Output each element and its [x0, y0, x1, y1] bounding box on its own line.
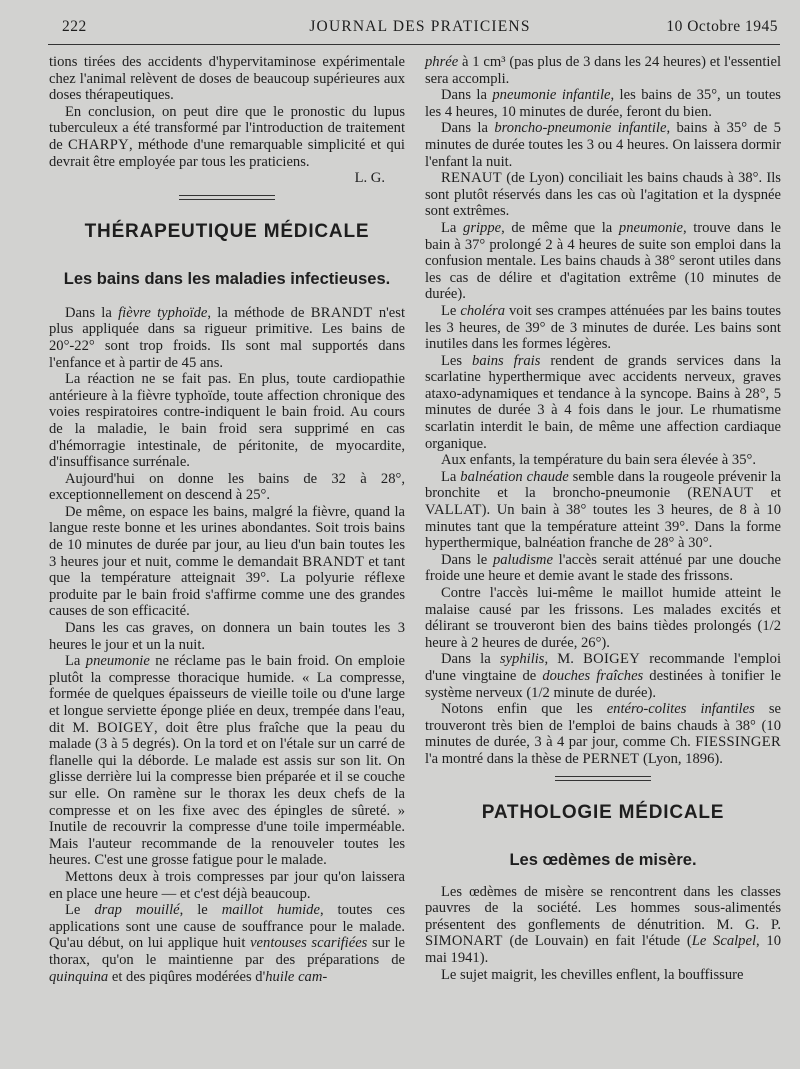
right-column: [425, 54, 781, 983]
section-separator: [555, 774, 651, 784]
intro-text-a: En conclusion, on peut dire que le pronostic du lupus tuberculeux a été transformé par l'introduction de traitement de: [49, 103, 405, 153]
body-paragraph: Les œdèmes de misère se rencontrent dans les classes pauvres de la société. Les hommes sous-alimentés présentent des gonflements de dénutrition. M. G. P. SIMONART (de Louvain) en fait l'étude (Le Scalpel, 10 mai 1941).: [425, 883, 782, 966]
name-boigey: BOIGEY: [583, 651, 641, 668]
name-fiessinger: FIESSINGER: [695, 734, 781, 751]
body-paragraph: Dans les cas graves, on donnera un bain toutes les 3 heures le jour et un la nuit.: [49, 620, 405, 653]
body-paragraph: De même, on espace les bains, malgré la fièvre, quand la langue reste bonne et les urines abondantes. Soit trois bains de 10 minutes de durée par jour, au lieu d'un bain toutes les 3 heures jour et nuit, comme le demandait BRANDT et tant que la température atteignait 39°. La polyurie réflexe produite par le bain froid s'affirme comme une des grandes causes de son efficacité.: [49, 503, 405, 620]
article-title-oedemes: Les œdèmes de misère.: [509, 850, 697, 869]
body-paragraph: Dans la broncho-pneumonie infantile, bains à 35° de 5 minutes de durée toutes les 3 ou 4 heures. On laissera dormir l'enfant la nuit.: [425, 120, 781, 170]
section-title-therapeutique: THÉRAPEUTIQUE MÉDICALE: [84, 220, 370, 242]
section-title-pathologie: PATHOLOGIE MÉDICALE: [481, 801, 725, 823]
body-paragraph: Le choléra voit ses crampes atténuées par les bains toutes les 3 heures, de 39° de 3 minutes de durée. Les bains sont inutiles dans les formes légères.: [425, 302, 781, 353]
header-rule: [48, 44, 780, 45]
left-column: [49, 54, 405, 985]
body-paragraph: Dans le paludisme l'accès serait atténué par une douche froide une heure et demie avant le stade des frissons.: [425, 551, 782, 585]
body-paragraph: Le drap mouillé, le maillot humide, toutes ces applications sont une cause de souffrance pour le malade. Qu'au début, on lui applique huit ventouses scarifiées sur le thorax, qu'on le maintienne par des préparations de quinquina et des piqûres modérées d'huile cam-: [49, 902, 406, 985]
body-paragraph: Aujourd'hui on donne les bains de 32 à 28°, exceptionnellement on descend à 25°.: [49, 470, 405, 504]
author-name-charpy: CHARPY: [68, 136, 130, 153]
name-renaut: RENAUT: [692, 485, 754, 502]
body-paragraph: Aux enfants, la température du bain sera élevée à 35°.: [441, 452, 757, 469]
body-paragraph: phrée à 1 cm³ (pas plus de 3 dans les 24 heures) et l'essentiel sera accompli.: [425, 54, 781, 87]
name-brandt: BRANDT: [310, 304, 373, 321]
name-pernet: PERNET: [582, 750, 640, 767]
name-brandt: BRANDT: [302, 553, 365, 570]
article-title-bains: Les bains dans les maladies infectieuses.: [63, 269, 391, 288]
intro-paragraph-2: [49, 104, 405, 170]
signature: L. G.: [354, 170, 385, 187]
name-simonart: SIMONART: [425, 933, 503, 950]
body-paragraph: Dans la pneumonie infantile, les bains de 35°, un toutes les 4 heures, 10 minutes de durée, feront du bien.: [425, 87, 781, 120]
page-number: 222: [62, 18, 87, 35]
name-vallat: VALLAT: [425, 502, 482, 519]
body-paragraph: Dans la syphilis, M. BOIGEY recommande l'emploi d'une vingtaine de douches fraîches destinées à tonifier le système nerveux (1/2 minute de durée).: [425, 651, 781, 701]
issue-date: 10 Octobre 1945: [666, 18, 778, 35]
running-header: [62, 14, 778, 44]
body-paragraph: RENAUT (de Lyon) conciliait les bains chauds à 38°. Ils sont plutôt réservés dans les cas où l'agitation et la dyspnée sont extrêmes.: [425, 170, 781, 220]
body-paragraph: La balnéation chaude semble dans la rougeole prévenir la bronchite et la broncho-pneumonie (RENAUT et VALLAT). Un bain à 38° toutes les 3 heures, de 8 à 10 minutes tant que la température atteint 39°. Dans la forme hyperthermique, balnéation franche de 28° à 30°.: [425, 468, 781, 552]
name-boigey: BOIGEY: [97, 719, 155, 736]
name-renaut: RENAUT: [441, 170, 502, 187]
body-paragraph: Les bains frais rendent de grands services dans la scarlatine hyperthermique avec accidents nerveux, graves ataxo-adynamiques et tendance à la syncope. Bains à 28°, 5 minutes de durée 3 à 4 fois dans le jour. Le rhumatisme scarlatin interdit le bain, de même une affection cardiaque organique.: [425, 352, 781, 452]
body-paragraph: Mettons deux à trois compresses par jour qu'on laissera en place une heure — et c'est déjà beaucoup.: [49, 868, 405, 902]
body-paragraph: La réaction ne se fait pas. En plus, toute cardiopathie antérieure à la fièvre typhoïde, toute affection chronique des voies respiratoires contre-indiquent le bain froid. Au cours de la maladie, le bain froid sera supprimé en cas d'hémorragie intestinale, de péritonite, de myocardite, d'insuffisance surrénale.: [49, 371, 405, 471]
intro-paragraph-1: tions tirées des accidents d'hypervitaminose expérimentale chez l'animal relèvent de doses de beaucoup supérieures aux doses thérapeutiques.: [49, 54, 405, 104]
body-paragraph: Le sujet maigrit, les chevilles enflent, la bouffissure: [441, 966, 744, 983]
journal-title: JOURNAL DES PRATICIENS: [309, 18, 531, 35]
body-paragraph: Notons enfin que les entéro-colites infantiles se trouveront très bien de l'emploi de bains chauds à 38° (10 minutes de durée, 3 à 4 par jour, comme Ch. FIESSINGER l'a montré dans la thèse de PERNET (Lyon, 1896).: [425, 701, 782, 767]
body-paragraph: Contre l'accès lui-même le maillot humide atteint le malaise causé par les frissons. Les malades excités et délirant se trouveront bien des bains tièdes prolongés (1/2 heure à 2 heures de durée, 26°).: [425, 585, 781, 651]
section-separator: [179, 193, 275, 203]
body-paragraph: La pneumonie ne réclame pas le bain froid. On emploie plutôt la compresse thoracique humide. « La compresse, formée de quelques épaisseurs de vieille toile ou d'une large et longue serviette éponge pliée en deux, trempée dans l'eau, dit M. BOIGEY, doit être plus fraîche que la peau du malade (3 à 5 degrés). On la tord et on l'étale sur un carré de flanelle qui la déborde. Le malade est assis sur son lit. On glisse derrière lui la compresse bien préparée et il se couche sur elle. On ramène sur le thorax les deux chefs de la compresse et on les fixe avec des épingles de sûreté. » Inutile de recouvrir la compresse d'une toile imperméable. Mais l'auteur recommande de la renouveler toutes les heures. C'est une grosse fatigue pour le malade.: [49, 653, 405, 869]
body-paragraph: Dans la fièvre typhoïde, la méthode de BRANDT n'est plus appliquée dans sa rigueur primitive. Les bains de 20°-22° sont trop froids. Ils sont mal supportés dans l'enfance et à partir de 45 ans.: [49, 304, 405, 371]
body-paragraph: La grippe, de même que la pneumonie, trouve dans le bain à 37° prolongé 2 à 4 heures de suite son emploi dans la confusion mentale. Les bains chauds à 38° seront utiles dans les cas de délire et d'agitation extrême (10 minutes de durée).: [425, 219, 781, 303]
intro-text-b: , méthode d'une remarquable simplicité et qui devrait être employée par tous les praticiens.: [49, 136, 405, 170]
